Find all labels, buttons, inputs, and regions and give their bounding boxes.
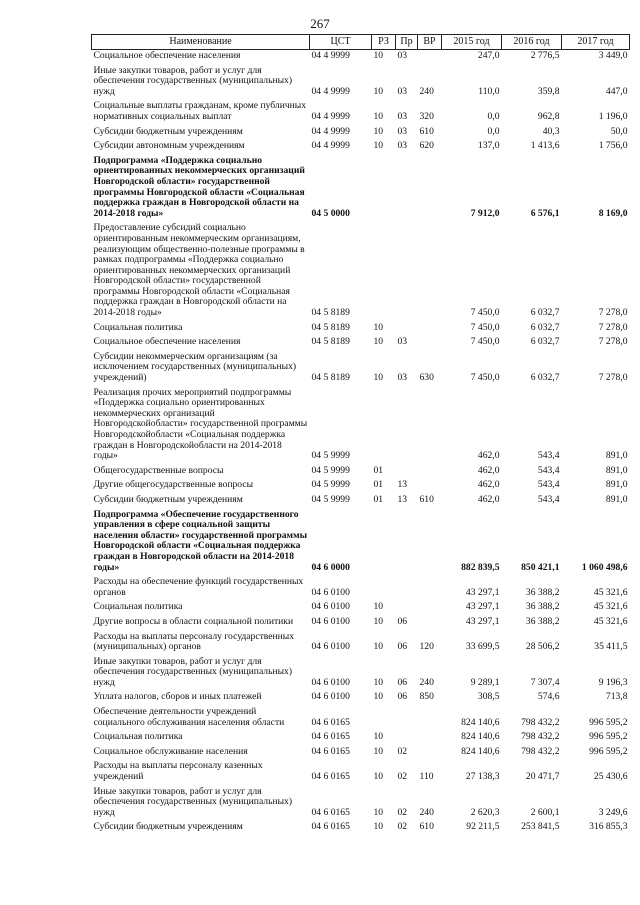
cell-rz: 10: [373, 601, 384, 613]
cell-pr: 03: [397, 140, 408, 152]
cell-rz: 10: [373, 821, 384, 833]
cell-pr: 13: [397, 493, 408, 505]
cell-cst: 04 5 9999: [311, 479, 350, 491]
cell-pr: [396, 601, 418, 616]
cell-2015: 824 140,6: [461, 716, 500, 728]
cell-2017: 891,0: [605, 464, 628, 476]
cell-pr: [396, 509, 418, 577]
cell-2015: 462,0: [477, 493, 500, 505]
cell-vr: [418, 746, 442, 761]
cell-pr: 03: [397, 125, 408, 137]
cell-name: Субсидии бюджетным учреждениям: [93, 493, 243, 505]
cell-rz: 10: [373, 336, 384, 348]
cell-2017: 7 278,0: [598, 321, 628, 333]
cell-2017: 996 595,2: [589, 731, 628, 743]
cell-2016: 253 841,5: [521, 821, 560, 833]
cell-name: Субсидии некоммерческим организациям (за исключением государственных (муниципальных) учреждений): [93, 350, 297, 384]
table-row: [92, 746, 630, 761]
cell-name: Общегосударственные вопросы: [93, 464, 224, 476]
cell-name: Социальное обслуживание населения: [93, 745, 248, 757]
cell-name: Другие вопросы в области социальной политики: [93, 615, 294, 627]
cell-rz: [372, 509, 396, 577]
cell-rz: 01: [373, 493, 384, 505]
table-row: [92, 126, 630, 141]
cell-2016: 20 471,7: [525, 771, 560, 783]
cell-name: Расходы на выплаты персоналу государственных (муниципальных) органов: [93, 630, 295, 653]
cell-name: Социальное обеспечение населения: [93, 50, 241, 61]
cell-pr: 06: [397, 615, 408, 627]
cell-vr: [418, 155, 442, 223]
header-name: Наименование: [92, 35, 310, 50]
cell-2016: 798 432,2: [521, 745, 560, 757]
cell-cst: 04 5 9999: [311, 450, 350, 462]
cell-vr: [418, 576, 442, 601]
cell-pr: 03: [397, 110, 408, 122]
table-row: [92, 465, 630, 480]
cell-2016: 543,4: [537, 464, 560, 476]
cell-2017: 9 196,3: [598, 676, 628, 688]
cell-vr: 610: [419, 493, 434, 505]
cell-2016: 6 032,7: [530, 321, 560, 333]
cell-2016: 1 413,6: [530, 140, 560, 152]
cell-name: Социальные выплаты гражданам, кроме публичных нормативных социальных выплат: [93, 100, 307, 122]
cell-vr: [418, 479, 442, 494]
cell-rz: 10: [373, 731, 384, 743]
cell-vr: 240: [419, 85, 434, 97]
cell-vr: [418, 616, 442, 631]
cell-2015: 43 297,1: [465, 586, 500, 598]
cell-2015: 2 620,3: [470, 806, 500, 818]
cell-2015: 137,0: [477, 140, 500, 152]
cell-vr: [418, 336, 442, 351]
cell-pr: [396, 222, 418, 321]
cell-pr: 02: [397, 771, 408, 783]
cell-2017: 447,0: [605, 85, 628, 97]
cell-cst: 04 4 9999: [311, 50, 350, 61]
cell-rz: 10: [373, 321, 384, 333]
table-row: [92, 706, 630, 731]
cell-pr: 06: [397, 676, 408, 688]
cell-rz: 10: [373, 691, 384, 703]
cell-pr: [396, 706, 418, 731]
cell-2016: 36 388,2: [525, 601, 560, 613]
cell-2017: 25 430,6: [593, 771, 628, 783]
cell-2016: 543,4: [537, 479, 560, 491]
cell-vr: [418, 322, 442, 337]
cell-2016: 36 388,2: [525, 586, 560, 598]
cell-cst: 04 4 9999: [311, 85, 350, 97]
table-row: [92, 140, 630, 155]
cell-2015: 7 912,0: [470, 207, 500, 219]
cell-pr: [396, 465, 418, 480]
cell-name: Уплата налогов, сборов и иных платежей: [93, 691, 262, 703]
cell-2016: 7 307,4: [530, 676, 560, 688]
cell-vr: [418, 706, 442, 731]
cell-2017: 7 278,0: [598, 307, 628, 319]
cell-cst: 04 4 9999: [311, 125, 350, 137]
cell-2017: 316 855,3: [589, 821, 628, 833]
cell-cst: 04 6 0100: [311, 601, 350, 613]
cell-cst: 04 6 0100: [311, 676, 350, 688]
cell-2015: 33 699,5: [465, 641, 500, 653]
table-row: [92, 821, 630, 836]
header-rz: РЗ: [372, 35, 396, 50]
cell-cst: 04 6 0100: [311, 691, 350, 703]
table-row: [92, 509, 630, 577]
cell-2016: 6 032,7: [530, 372, 560, 384]
cell-rz: 10: [373, 140, 384, 152]
cell-pr: 03: [397, 372, 408, 384]
cell-pr: 02: [397, 821, 408, 833]
cell-2016: 850 421,1: [521, 561, 560, 573]
cell-name: Подпрограмма «Поддержка социально ориентированных некоммерческих организаций Новгородской области» государственной программы Новгородской области «Социальная поддержка граждан в Новгородской области на 2014-2018 годы»: [93, 154, 305, 219]
cell-pr: [396, 155, 418, 223]
cell-2016: 543,4: [537, 493, 560, 505]
cell-cst: 04 5 9999: [311, 493, 350, 505]
cell-rz: 10: [373, 85, 384, 97]
cell-2016: 6 032,7: [530, 336, 560, 348]
cell-cst: 04 6 0000: [311, 561, 350, 573]
cell-rz: 10: [373, 745, 384, 757]
cell-2017: 891,0: [605, 479, 628, 491]
cell-rz: 01: [373, 464, 384, 476]
cell-2016: 574,6: [537, 691, 560, 703]
table-row: [92, 576, 630, 601]
cell-2016: 6 576,1: [530, 207, 560, 219]
cell-rz: [372, 706, 396, 731]
cell-2017: 50,0: [610, 125, 628, 137]
cell-cst: 04 5 8189: [311, 321, 350, 333]
cell-2017: 45 321,6: [593, 615, 628, 627]
budget-table: [91, 34, 630, 836]
cell-name: Расходы на выплаты персоналу казенных учреждений: [93, 760, 263, 783]
cell-vr: [418, 387, 442, 465]
cell-cst: 04 4 9999: [311, 140, 350, 152]
cell-2017: 8 169,0: [598, 207, 628, 219]
table-row: [92, 691, 630, 706]
cell-2015: 824 140,6: [461, 731, 500, 743]
table-row: [92, 336, 630, 351]
cell-2015: 27 138,3: [465, 771, 500, 783]
table-row: [92, 656, 630, 692]
table-row: [92, 616, 630, 631]
cell-cst: 04 6 0100: [311, 586, 350, 598]
cell-2015: 7 450,0: [470, 372, 500, 384]
table-row: [92, 65, 630, 101]
cell-pr: 02: [397, 806, 408, 818]
cell-pr: 02: [397, 745, 408, 757]
cell-vr: [418, 222, 442, 321]
cell-rz: 10: [373, 806, 384, 818]
cell-2015: 43 297,1: [465, 615, 500, 627]
cell-vr: 240: [419, 676, 434, 688]
header-2015: 2015 год: [442, 35, 502, 50]
cell-2017: 3 449,0: [598, 50, 628, 61]
header-vr: ВР: [418, 35, 442, 50]
cell-name: Иные закупки товаров, работ и услуг для обеспечения государственных (муниципальных) нужд: [93, 655, 293, 688]
cell-2016: 798 432,2: [521, 716, 560, 728]
cell-rz: 10: [373, 771, 384, 783]
cell-2017: 35 411,5: [594, 641, 628, 653]
cell-cst: 04 6 0165: [311, 745, 350, 757]
cell-name: Подпрограмма «Обеспечение государственного управления в сфере социальной защиты населения области» государственной программы Новгородской области «Социальная поддержка граждан в Новгородской области на 2014-2018 годы»: [93, 508, 308, 573]
cell-2017: 713,8: [605, 691, 628, 703]
cell-vr: 610: [419, 125, 434, 137]
cell-2017: 1 756,0: [598, 140, 628, 152]
cell-name: Субсидии автономным учреждениям: [93, 140, 245, 152]
cell-cst: 04 6 0165: [311, 821, 350, 833]
cell-2015: 43 297,1: [465, 601, 500, 613]
cell-vr: 630: [419, 372, 434, 384]
cell-2017: 996 595,2: [589, 745, 628, 757]
cell-2015: 0,0: [487, 125, 500, 137]
cell-2017: 891,0: [605, 450, 628, 462]
cell-2017: 996 595,2: [589, 716, 628, 728]
cell-2015: 308,5: [477, 691, 500, 703]
cell-cst: 04 5 9999: [311, 464, 350, 476]
cell-cst: 04 5 8189: [311, 336, 350, 348]
cell-2017: 7 278,0: [598, 336, 628, 348]
cell-2017: 1 196,0: [598, 110, 628, 122]
cell-cst: 04 6 0165: [311, 731, 350, 743]
cell-rz: 10: [373, 372, 384, 384]
cell-cst: 04 6 0165: [311, 771, 350, 783]
cell-name: Расходы на обеспечение функций государственных органов: [93, 576, 304, 598]
cell-2015: 110,0: [478, 85, 500, 97]
table-row: [92, 387, 630, 465]
cell-2016: 2 600,1: [530, 806, 560, 818]
cell-vr: [418, 465, 442, 480]
cell-cst: 04 5 0000: [311, 207, 350, 219]
cell-2015: 0,0: [487, 110, 500, 122]
header-2016: 2016 год: [502, 35, 562, 50]
table-row: [92, 631, 630, 656]
cell-rz: [372, 222, 396, 321]
cell-rz: 10: [373, 110, 384, 122]
cell-pr: [396, 576, 418, 601]
cell-2015: 247,0: [477, 50, 500, 61]
table-row: [92, 479, 630, 494]
cell-name: Социальная политика: [93, 601, 183, 613]
cell-2017: 1 060 498,6: [581, 561, 628, 573]
table-row: [92, 760, 630, 785]
table-row: [92, 601, 630, 616]
cell-cst: 04 5 8189: [311, 372, 350, 384]
cell-2016: 6 032,7: [530, 307, 560, 319]
cell-vr: 320: [419, 110, 434, 122]
table-row: [92, 100, 630, 125]
cell-pr: [396, 387, 418, 465]
cell-vr: 620: [419, 140, 434, 152]
cell-pr: 13: [397, 479, 408, 491]
header-2017: 2017 год: [562, 35, 630, 50]
cell-2015: 882 839,5: [461, 561, 500, 573]
cell-rz: [372, 576, 396, 601]
cell-vr: [418, 509, 442, 577]
cell-2016: 798 432,2: [521, 731, 560, 743]
cell-2016: 543,4: [537, 450, 560, 462]
cell-rz: 10: [373, 50, 384, 61]
table-row: [92, 155, 630, 223]
cell-2015: 462,0: [477, 464, 500, 476]
table-row: [92, 731, 630, 746]
cell-name: Социальное обеспечение населения: [93, 336, 241, 348]
cell-vr: 850: [419, 691, 434, 703]
cell-pr: [396, 731, 418, 746]
cell-rz: 10: [373, 641, 384, 653]
cell-name: Иные закупки товаров, работ и услуг для обеспечения государственных (муниципальных) нужд: [93, 64, 293, 97]
cell-rz: 10: [373, 676, 384, 688]
cell-rz: [372, 155, 396, 223]
cell-vr: [418, 731, 442, 746]
cell-vr: 110: [419, 771, 434, 783]
cell-2015: 92 211,5: [466, 821, 500, 833]
cell-rz: 01: [373, 479, 384, 491]
table-row: [92, 222, 630, 321]
cell-2015: 462,0: [477, 479, 500, 491]
cell-name: Реализация прочих мероприятий подпрограммы «Поддержка социально ориентированных некоммерческих организаций Новгородскойобласти» государственной программы Новгородскойобласти «Социальная поддержка граждан в Новгородскойобласти на 2014-2018 годы»: [93, 386, 308, 462]
cell-pr: 06: [397, 641, 408, 653]
table-header-row: [92, 35, 630, 50]
cell-2015: 462,0: [477, 450, 500, 462]
cell-2016: 40,3: [542, 125, 560, 137]
cell-name: Другие общегосударственные вопросы: [93, 479, 254, 491]
cell-name: Обеспечение деятельности учреждений социального обслуживания населения области: [93, 706, 285, 728]
cell-vr: 610: [419, 821, 434, 833]
table-row: [92, 50, 630, 65]
cell-cst: 04 5 8189: [311, 307, 350, 319]
cell-name: Субсидии бюджетным учреждениям: [93, 125, 243, 137]
cell-vr: [418, 50, 442, 65]
cell-2016: 962,8: [537, 110, 560, 122]
cell-cst: 04 4 9999: [311, 110, 350, 122]
cell-pr: 06: [397, 691, 408, 703]
cell-2015: 824 140,6: [461, 745, 500, 757]
cell-2016: 359,8: [537, 85, 560, 97]
header-pr: Пр: [396, 35, 418, 50]
cell-vr: 120: [419, 641, 434, 653]
cell-cst: 04 6 0100: [311, 615, 350, 627]
cell-pr: 03: [397, 336, 408, 348]
cell-2017: 45 321,6: [593, 586, 628, 598]
cell-cst: 04 6 0165: [311, 716, 350, 728]
cell-cst: 04 6 0100: [311, 641, 350, 653]
cell-name: Предоставление субсидий социально ориентированным некоммерческим организациям, реализующим общественно-полезные программы в рамках подпрограммы «Поддержка социально ориентированных некоммерческих организаций Новгородской области» государственной программы Новгородской области «Социальная поддержка граждан в Новгородской области на 2014-2018 годы»: [93, 222, 305, 319]
cell-2017: 891,0: [605, 493, 628, 505]
cell-vr: 240: [419, 806, 434, 818]
cell-name: Иные закупки товаров, работ и услуг для обеспечения государственных (муниципальных) нужд: [93, 785, 293, 818]
cell-pr: [396, 322, 418, 337]
cell-2015: 7 450,0: [470, 321, 500, 333]
page-number: 267: [310, 16, 330, 31]
cell-2017: 7 278,0: [598, 372, 628, 384]
cell-2016: 36 388,2: [525, 615, 560, 627]
cell-2017: 45 321,6: [593, 601, 628, 613]
table-row: [92, 786, 630, 822]
cell-rz: [372, 387, 396, 465]
cell-2016: 28 506,2: [525, 641, 560, 653]
cell-name: Субсидии бюджетным учреждениям: [93, 821, 243, 833]
cell-rz: 10: [373, 615, 384, 627]
cell-2016: 2 776,5: [530, 50, 560, 61]
header-cst: ЦСТ: [310, 35, 372, 50]
cell-pr: 03: [397, 50, 408, 61]
cell-2017: 3 249,6: [598, 806, 628, 818]
table-row: [92, 351, 630, 387]
cell-rz: 10: [373, 125, 384, 137]
cell-cst: 04 6 0165: [311, 806, 350, 818]
cell-name: Социальная политика: [93, 321, 183, 333]
cell-name: Социальная политика: [93, 731, 183, 743]
cell-2015: 7 450,0: [470, 307, 500, 319]
cell-2015: 9 289,1: [470, 676, 500, 688]
table-row: [92, 494, 630, 509]
table-body: [92, 50, 630, 837]
cell-2015: 7 450,0: [470, 336, 500, 348]
table-row: [92, 322, 630, 337]
cell-vr: [418, 601, 442, 616]
cell-pr: 03: [397, 85, 408, 97]
